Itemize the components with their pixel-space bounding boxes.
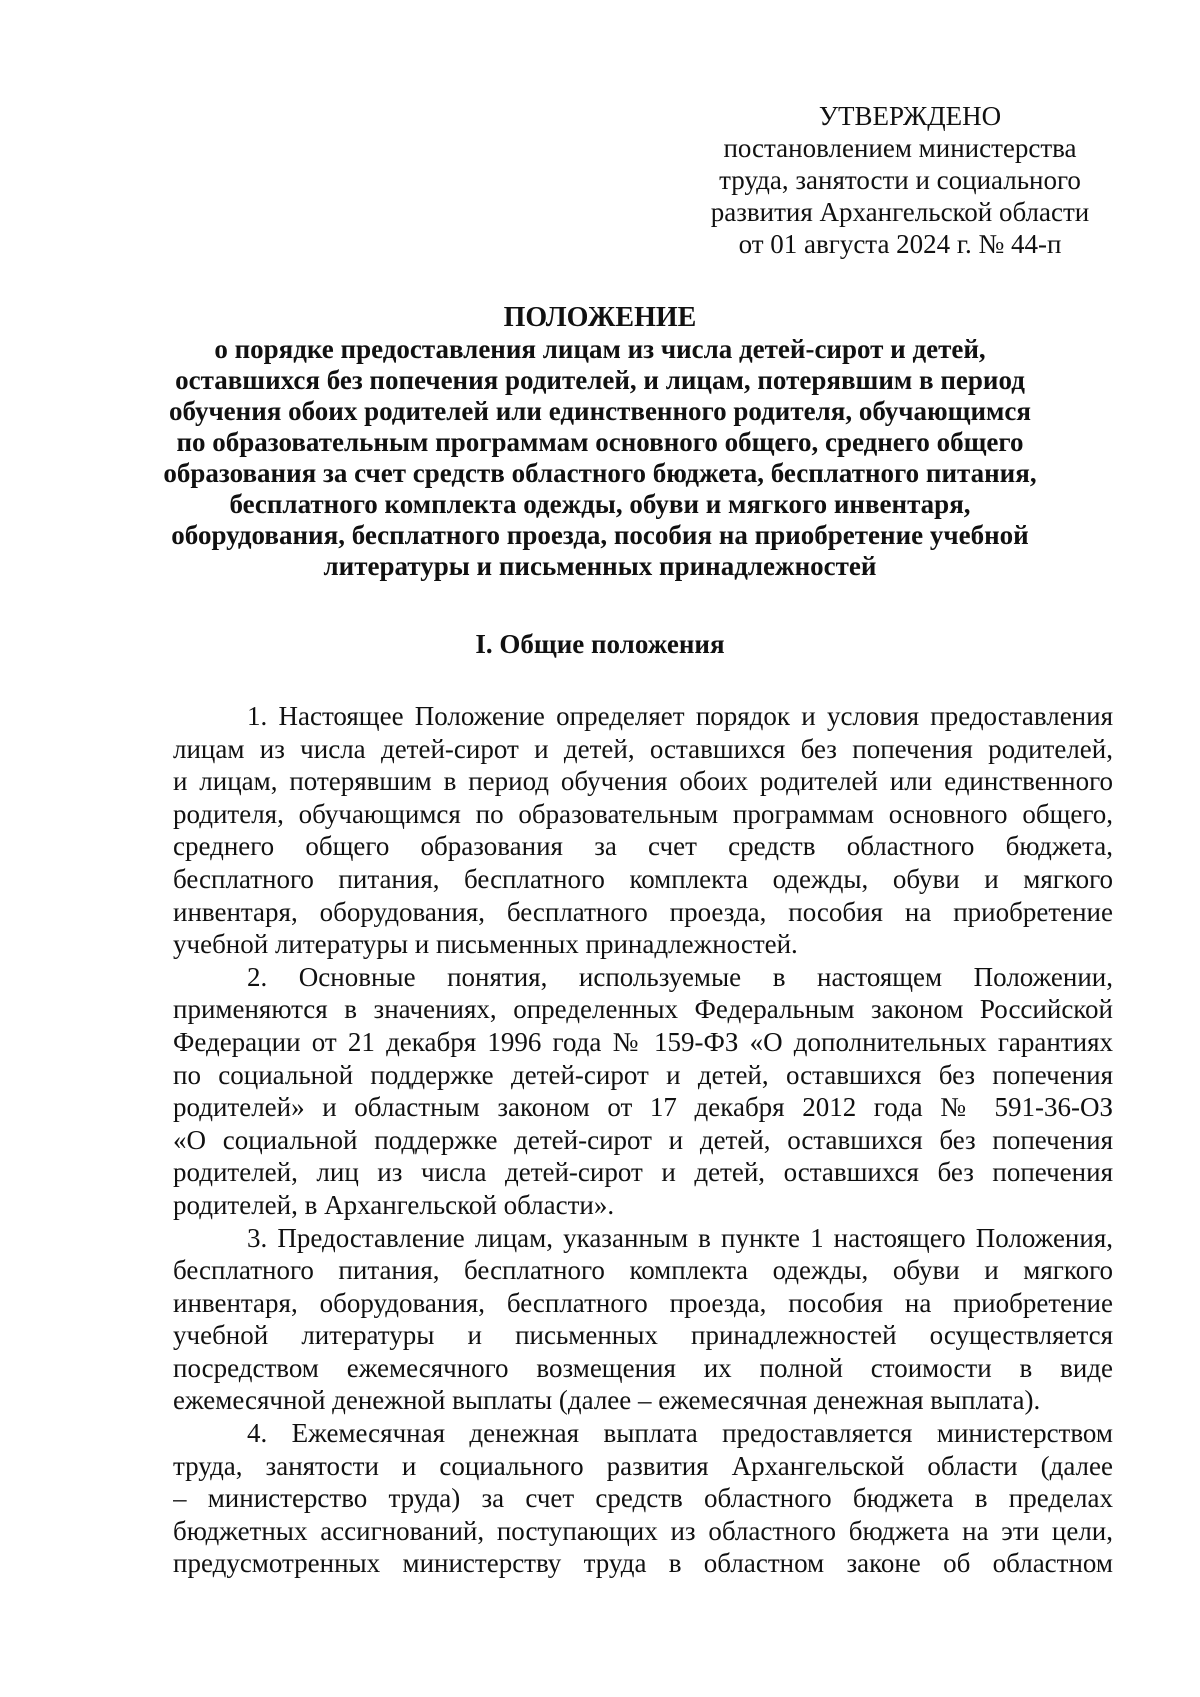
paragraph-line: родителя, обучающимся по образовательным программам основного общего,	[173, 798, 1113, 829]
paragraph-line: – министерство труда) за счет средств областного бюджета в пределах	[173, 1483, 1113, 1514]
paragraph-line: предусмотренных министерству труда в областном законе об областном	[173, 1548, 1113, 1579]
paragraph-line: труда, занятости и социального развития Архангельской области (далее	[173, 1450, 1113, 1481]
document-body	[173, 700, 1113, 1580]
approval-stamp	[690, 100, 1110, 260]
approval-date-number: от 01 августа 2024 г. № 44-п	[738, 229, 1062, 259]
document-subtitle-line: оборудования, бесплатного проезда, пособия на приобретение учебной	[171, 520, 1029, 550]
paragraph-line: 4. Ежемесячная денежная выплата предоставляется министерством	[247, 1418, 1113, 1449]
section-heading: I. Общие положения	[475, 629, 725, 659]
document-title-block	[130, 302, 1070, 582]
approval-line: труда, занятости и социального	[719, 165, 1081, 195]
paragraph-line: Федерации от 21 декабря 1996 года № 159-ФЗ «О дополнительных гарантиях	[173, 1026, 1113, 1057]
document-subtitle-line: обучения обоих родителей или единственного родителя, обучающимся	[168, 396, 1032, 426]
paragraph-line: бесплатного питания, бесплатного комплекта одежды, обуви и мягкого	[173, 1255, 1113, 1286]
paragraph-line: 2. Основные понятия, используемые в настоящем Положении,	[247, 961, 1113, 992]
paragraph-line: посредством ежемесячного возмещения их полной стоимости в виде	[173, 1352, 1113, 1383]
document-subtitle-line: по образовательным программам основного общего, среднего общего	[176, 427, 1024, 457]
document-subtitle-line: литературы и письменных принадлежностей	[323, 551, 877, 581]
paragraph-line: «О социальной поддержке детей-сирот и детей, оставшихся без попечения	[173, 1124, 1113, 1155]
paragraph-line: по социальной поддержке детей-сирот и детей, оставшихся без попечения	[173, 1059, 1113, 1090]
approval-line: постановлением министерства	[723, 133, 1077, 163]
paragraph-line: родителей, лиц из числа детей-сирот и детей, оставшихся без попечения	[173, 1157, 1113, 1188]
paragraph-line: родителей» и областным законом от 17 декабря 2012 года № 591-36-ОЗ	[173, 1092, 1113, 1123]
paragraph-line: инвентаря, оборудования, бесплатного проезда, пособия на приобретение	[173, 1287, 1113, 1318]
approval-line: развития Архангельской области	[710, 197, 1090, 227]
paragraph-line: среднего общего образования за счет средств областного бюджета,	[173, 831, 1113, 862]
document-subtitle-line: образования за счет средств областного бюджета, бесплатного питания,	[163, 458, 1037, 488]
paragraph-line: бюджетных ассигнований, поступающих из областного бюджета на эти цели,	[173, 1515, 1113, 1546]
paragraph-2	[173, 961, 1113, 1222]
paragraph-line: инвентаря, оборудования, бесплатного проезда, пособия на приобретение	[173, 896, 1113, 927]
approval-heading: УТВЕРЖДЕНО	[818, 101, 1002, 131]
paragraph-line: 1. Настоящее Положение определяет порядок и условия предоставления	[247, 701, 1113, 731]
paragraph-line: бесплатного питания, бесплатного комплекта одежды, обуви и мягкого	[173, 863, 1113, 894]
paragraph-line: учебной литературы и письменных принадлежностей осуществляется	[173, 1320, 1113, 1351]
document-subtitle-line: оставшихся без попечения родителей, и лицам, потерявшим в период	[175, 365, 1025, 395]
paragraph-line: учебной литературы и письменных принадлежностей.	[173, 929, 798, 960]
paragraph-line: и лицам, потерявшим в период обучения обоих родителей или единственного	[173, 766, 1113, 797]
document-title: ПОЛОЖЕНИЕ	[503, 302, 697, 333]
paragraph-1	[173, 700, 1113, 961]
paragraph-line: применяются в значениях, определенных Федеральным законом Российской	[173, 994, 1113, 1025]
paragraph-line: 3. Предоставление лицам, указанным в пункте 1 настоящего Положения,	[247, 1222, 1113, 1253]
document-subtitle-line: о порядке предоставления лицам из числа детей-сирот и детей,	[214, 334, 986, 364]
paragraph-line: ежемесячной денежной выплаты (далее – ежемесячная денежная выплата).	[173, 1385, 1041, 1416]
paragraph-line: родителей, в Архангельской области».	[173, 1189, 615, 1220]
paragraph-line: лицам из числа детей-сирот и детей, оставшихся без попечения родителей,	[173, 733, 1113, 764]
paragraph-3	[173, 1222, 1113, 1418]
document-subtitle-line: бесплатного комплекта одежды, обуви и мягкого инвентаря,	[229, 489, 971, 519]
paragraph-4	[173, 1417, 1113, 1580]
